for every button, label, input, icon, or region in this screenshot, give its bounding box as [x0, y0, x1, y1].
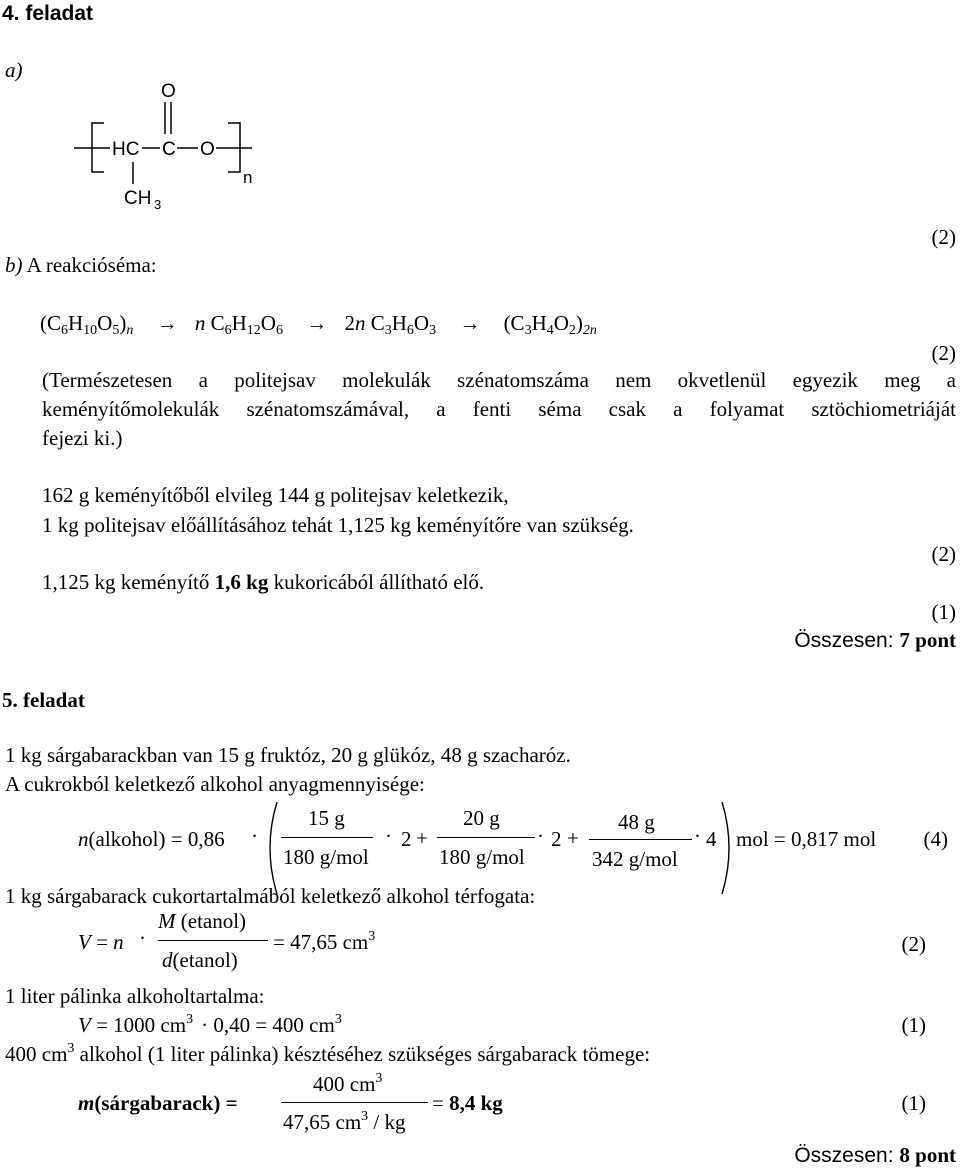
- calc-line-3: 1,125 kg keményítő 1,6 kg kukoricából állítható elő.: [42, 570, 485, 594]
- task5-line-3: 1 kg sárgabarack cukortartalmából keletkező alkohol térfogata:: [5, 884, 536, 908]
- eq4-bar: [281, 1102, 428, 1103]
- dot-operator: ·: [139, 926, 146, 950]
- multiplier-3: 4: [706, 827, 717, 851]
- eq2-den: d(etanol): [162, 948, 238, 972]
- scheme-glucose: n $C_6H_{12}O_6$: [194, 311, 283, 338]
- task4-heading: 4. feladat: [2, 2, 94, 25]
- frac1-den: 180 g/mol: [283, 845, 369, 869]
- scheme-polylactic: $(C_3H_4O_2)_{2n}$: [503, 311, 597, 338]
- points-last: (1): [931, 600, 956, 624]
- frac3-num: 48 g: [618, 810, 655, 834]
- part-b-text: A reakcióséma:: [26, 253, 157, 277]
- dot-operator: ·: [385, 824, 392, 848]
- eq1-result: mol = 0,817 mol: [736, 827, 877, 851]
- task5-line-1: 1 kg sárgabarackban van 15 g fruktóz, 20 g glükóz, 48 g szacharóz.: [5, 743, 571, 767]
- note-line-2: keményítőmolekulák szénatomszámával, a fenti séma csak a folyamat sztöchiometriáját: [42, 397, 956, 421]
- eq2-bar: [158, 940, 268, 941]
- task5-total: Összesen: 8 pont: [794, 1143, 956, 1167]
- starch-mass-result: 1,6 kg: [214, 570, 269, 594]
- reaction-scheme: [40, 311, 597, 338]
- points-scheme: (2): [931, 341, 956, 365]
- atom-o-top: O: [161, 81, 176, 102]
- atom-hc: HC: [112, 139, 140, 160]
- dot-operator: ·: [537, 824, 544, 848]
- note-line-1: (Természetesen a politejsav molekulák szénatomszáma nem okvetlenül egyezik meg a: [42, 368, 956, 392]
- part-b-label: b): [5, 253, 23, 277]
- eq4-points: (1): [901, 1091, 926, 1115]
- arrow-icon: →: [459, 311, 481, 335]
- scheme-starch: $(C_6H_{10}O_5)_n$: [40, 311, 134, 338]
- note-line-3: fejezi ki.): [42, 426, 123, 450]
- frac2-den: 180 g/mol: [439, 845, 525, 869]
- eq1-lhs: n(alkohol) = 0,86: [78, 827, 225, 851]
- eq2-points: (2): [901, 932, 926, 956]
- scheme-lactic-acid: 2n $C_3H_6O_3$: [344, 311, 437, 338]
- eq4-den: 47,65 $cm^3$ / kg: [283, 1109, 406, 1134]
- arrow-icon: →: [156, 311, 178, 335]
- eq2-result: = 47,65 $cm^3$: [273, 929, 376, 954]
- multiplier-2: 2: [551, 827, 562, 851]
- group-ch3-subscript: 3: [154, 197, 162, 212]
- left-paren: [262, 800, 282, 896]
- eq4-num: 400 $cm^3$: [313, 1071, 383, 1096]
- arrow-icon: →: [306, 311, 328, 335]
- eq2-num: M (etanol): [158, 909, 247, 933]
- eq2-lhs: V = n: [78, 930, 124, 954]
- equation-palinka-volume: V = 1000 $cm^3 \cdot 0,40 = 400$ $cm^3$: [78, 1012, 342, 1037]
- plus-1: +: [416, 826, 428, 850]
- task5-line-5: 400 $cm^3$ alkohol (1 liter pálinka) késztéséhez szükséges sárgabarack tömege:: [5, 1041, 651, 1066]
- atom-c: C: [162, 139, 176, 160]
- calc-line-1: 162 g keményítőből elvileg 144 g politejsav keletkezik,: [42, 483, 509, 507]
- eq4-lhs: m(sárgabarack) =: [78, 1091, 238, 1115]
- points-calc: (2): [931, 542, 956, 566]
- frac1-num: 15 g: [308, 806, 345, 830]
- eq1-points: (4): [923, 827, 948, 851]
- plus-2: +: [567, 826, 579, 850]
- task5-line-2: A cukrokból keletkező alkohol anyagmennyisége:: [5, 772, 425, 796]
- frac3-den: 342 g/mol: [592, 847, 678, 871]
- dot-operator: ·: [694, 824, 701, 848]
- eq4-result: = 8,4 kg: [432, 1091, 503, 1115]
- part-a-label: a): [5, 58, 23, 82]
- frac3-bar: [589, 839, 692, 840]
- task5-heading: 5. feladat: [2, 688, 85, 712]
- repeat-n: n: [243, 168, 253, 187]
- frac2-num: 20 g: [463, 806, 500, 830]
- group-ch3: CH: [124, 188, 152, 209]
- right-paren: [717, 800, 737, 896]
- dot-operator: ·: [251, 824, 258, 848]
- calc-line-2: 1 kg politejsav előállításához tehát 1,125 kg keményítőre van szükség.: [42, 513, 634, 537]
- task5-line-4: 1 liter pálinka alkoholtartalma:: [5, 984, 265, 1008]
- points-part-a: (2): [931, 225, 956, 249]
- frac1-bar: [281, 837, 373, 838]
- polylactic-acid-structure: [60, 78, 330, 218]
- frac2-bar: [437, 837, 535, 838]
- multiplier-1: 2: [401, 827, 412, 851]
- eq3-points: (1): [901, 1013, 926, 1037]
- atom-o-chain: O: [200, 139, 215, 160]
- part-b-line: [5, 255, 157, 276]
- task4-total: Összesen: 7 pont: [794, 628, 956, 652]
